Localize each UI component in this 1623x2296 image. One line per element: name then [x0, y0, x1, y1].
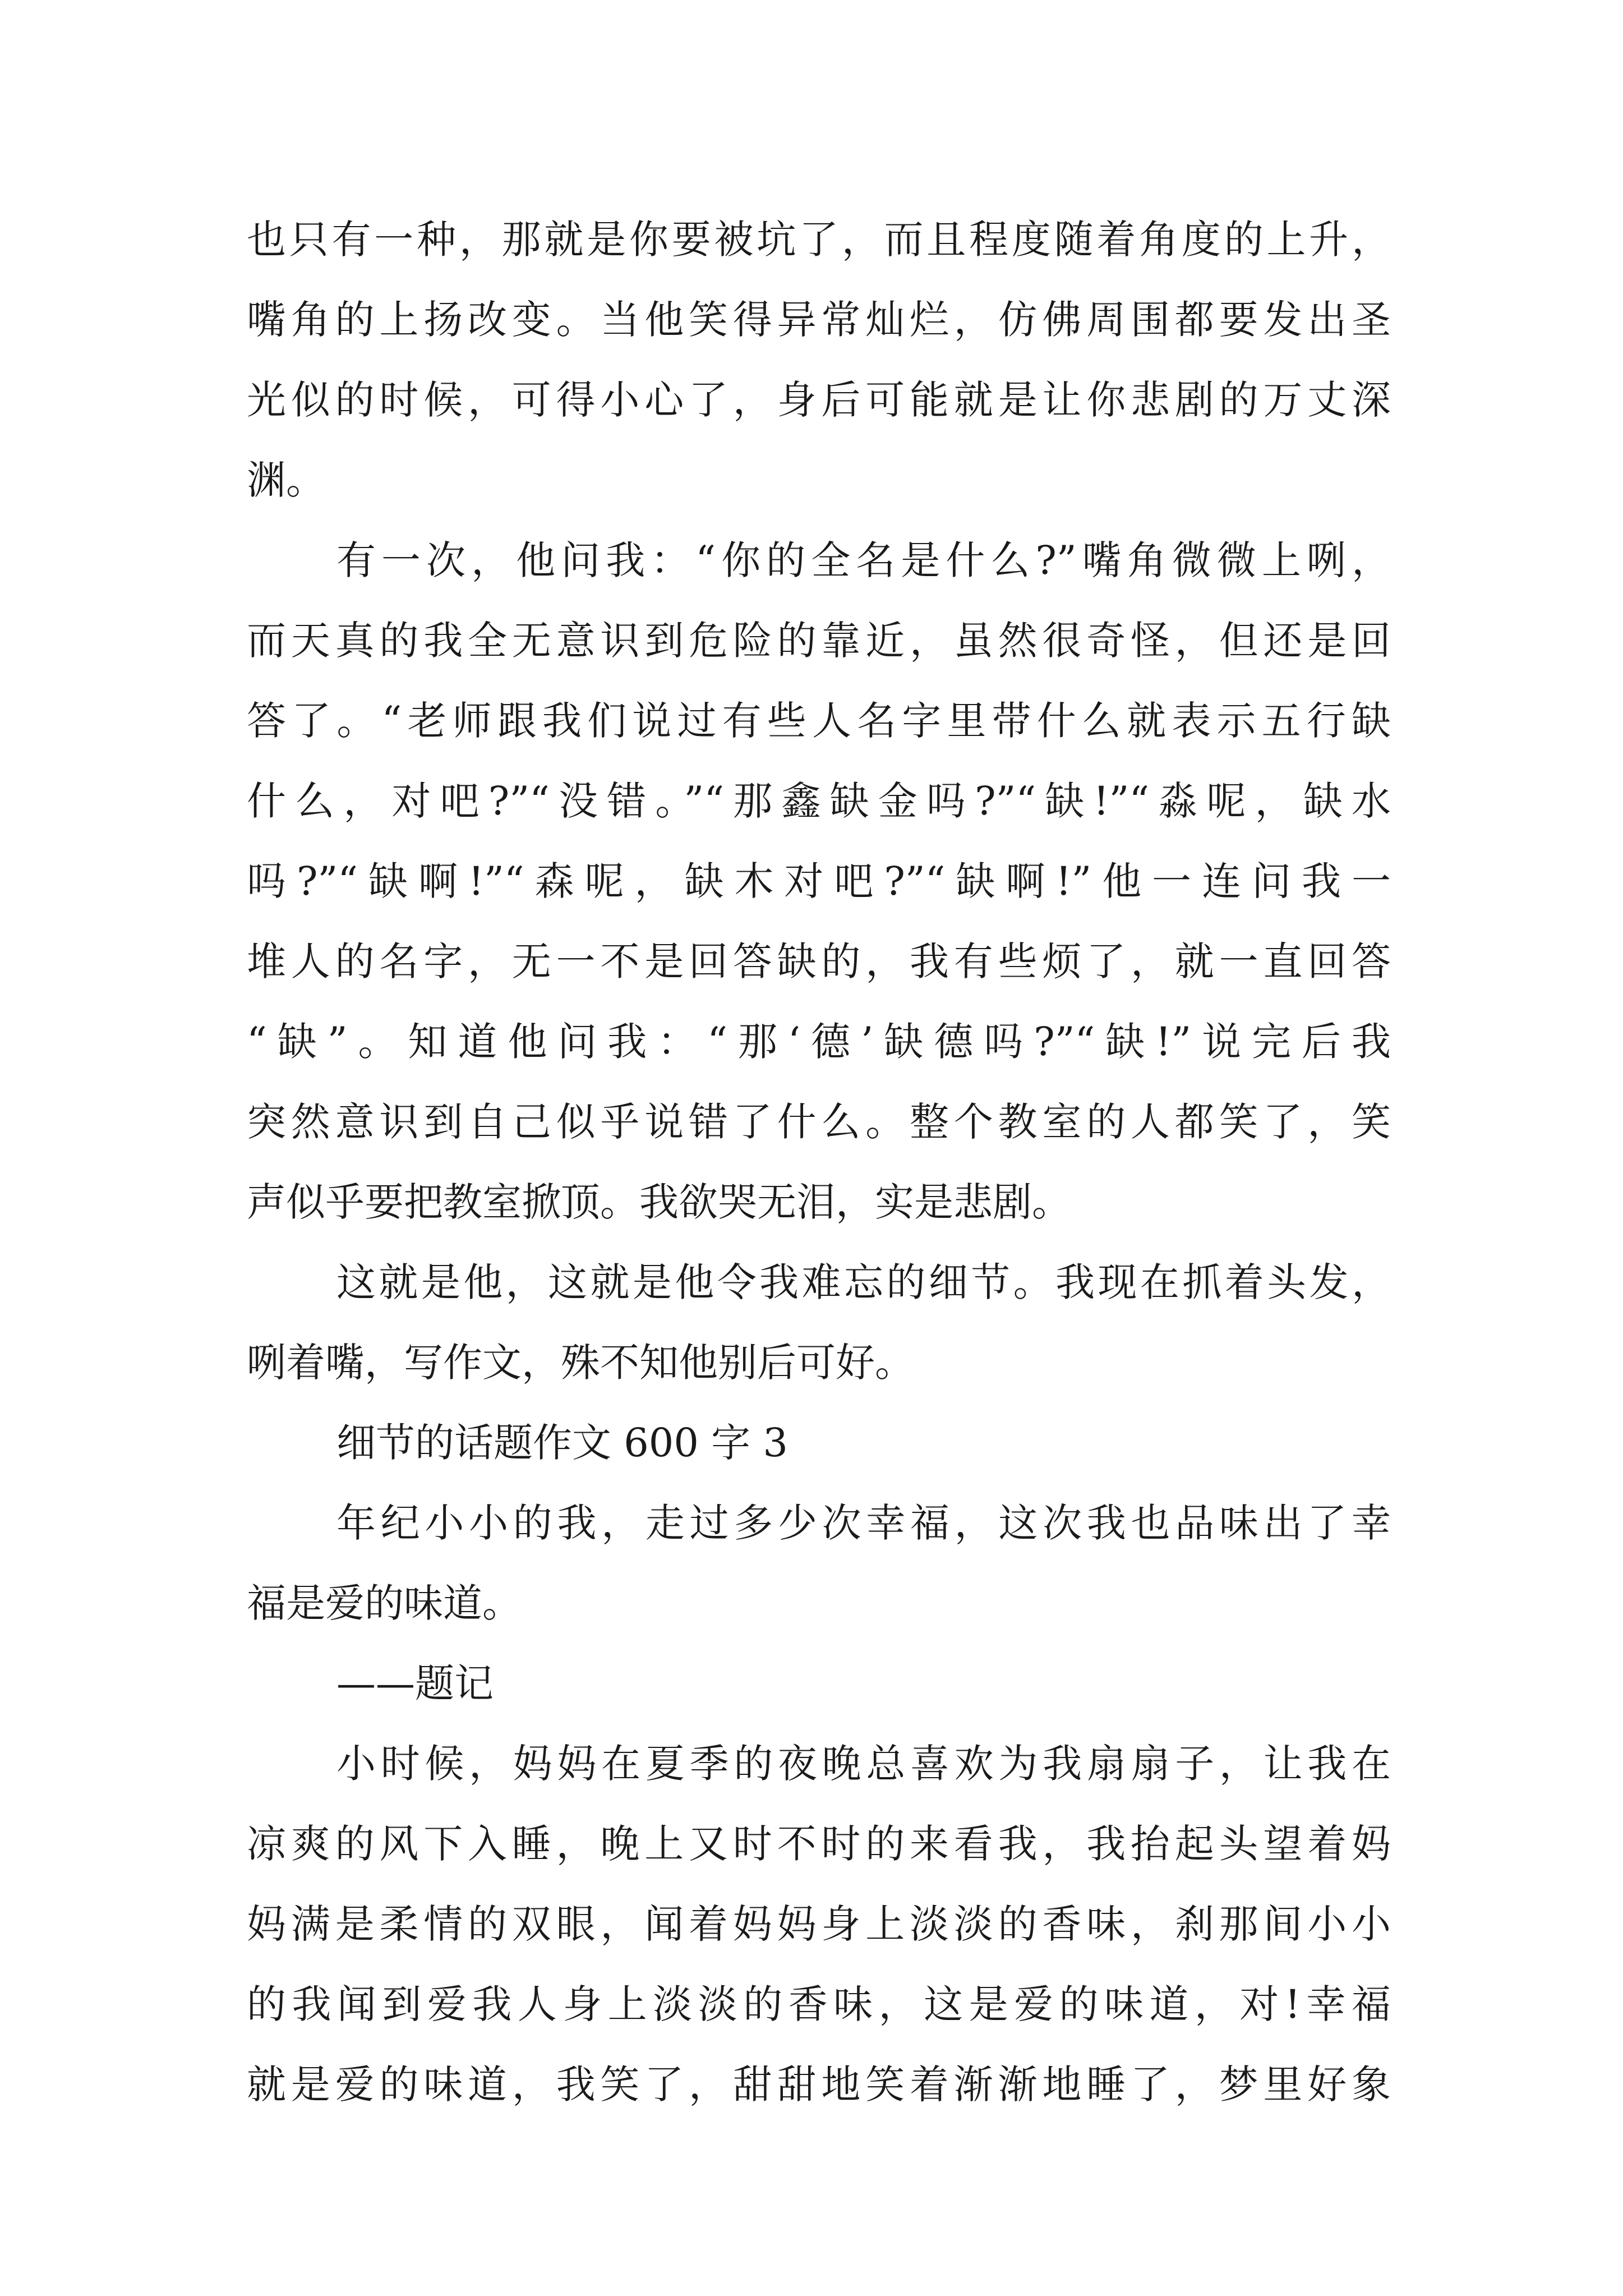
text-line: 年纪小小的我，走过多少次幸福，这次我也品味出了幸 — [336, 1500, 1391, 1546]
text-line: 福是爱的味道。 — [247, 1580, 522, 1626]
document-body — [247, 200, 1391, 2125]
text-line: 而天真的我全无意识到危险的靠近，虽然很奇怪，但还是回 — [247, 618, 1391, 664]
text-line: 什么，对吧?”“没错。”“那鑫缺金吗?”“缺!”“淼呢，缺水 — [247, 778, 1391, 824]
text-line: 吗?”“缺啊!”“森呢，缺木对吧?”“缺啊!”他一连问我一 — [247, 858, 1391, 904]
text-line: 也只有一种，那就是你要被坑了，而且程度随着角度的上升， — [247, 217, 1391, 263]
text-line: 小时候，妈妈在夏季的夜晚总喜欢为我扇扇子，让我在 — [336, 1741, 1391, 1787]
text-line: 堆人的名字，无一不是回答缺的，我有些烦了，就一直回答 — [247, 938, 1391, 984]
text-line: 咧着嘴，写作文，殊不知他别后可好。 — [247, 1340, 914, 1386]
text-line: 声似乎要把教室掀顶。我欲哭无泪，实是悲剧。 — [247, 1179, 1071, 1225]
text-line: 的我闻到爱我人身上淡淡的香味，这是爱的味道，对!幸福 — [247, 1981, 1391, 2027]
text-line: 有一次，他问我：“你的全名是什么?”嘴角微微上咧， — [336, 537, 1391, 583]
text-line: “缺”。知道他问我：“那‘德’缺德吗?”“缺!”说完后我 — [247, 1019, 1391, 1065]
text-line: 就是爱的味道，我笑了，甜甜地笑着渐渐地睡了，梦里好象 — [247, 2062, 1391, 2108]
text-line: 嘴角的上扬改变。当他笑得异常灿烂，仿佛周围都要发出圣 — [247, 297, 1391, 343]
text-line: 答了。“老师跟我们说过有些人名字里带什么就表示五行缺 — [247, 698, 1391, 744]
text-line: 妈满是柔情的双眼，闻着妈妈身上淡淡的香味，刹那间小小 — [247, 1901, 1391, 1947]
text-line: 这就是他，这就是他令我难忘的细节。我现在抓着头发， — [336, 1259, 1391, 1305]
text-line: 光似的时候，可得小心了，身后可能就是让你悲剧的万丈深 — [247, 377, 1391, 423]
text-line: 渊。 — [247, 457, 325, 503]
text-line: ——题记 — [336, 1660, 494, 1706]
text-line: 凉爽的风下入睡，晚上又时不时的来看我，我抬起头望着妈 — [247, 1821, 1391, 1867]
text-line: 细节的话题作文 600 字 3 — [336, 1420, 788, 1466]
text-line: 突然意识到自己似乎说错了什么。整个教室的人都笑了，笑 — [247, 1099, 1391, 1145]
